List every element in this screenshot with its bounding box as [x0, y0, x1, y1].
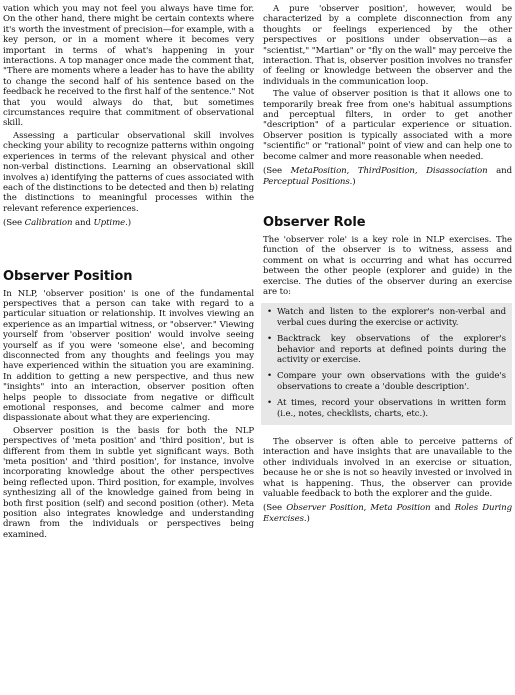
see-suffix: .): [303, 513, 310, 524]
list-item-text: At times, record your observations in written form (i.e., notes, checklists, charts, etc.).: [277, 398, 506, 419]
cross-reference: MetaPosition: [290, 166, 347, 177]
see-separator: ,: [363, 503, 371, 514]
body-paragraph: Observer position is the basis for both the NLP perspectives of 'meta position' and 'third position', but is different from them in subtle yet significant ways. Both 'meta position' and 'third position', for instance, involve incorporating knowledge about the other perspectives being reflected upon. Third position, for example, involves synthesizing all of the knowledge gained from being in both first position (self) and second position (other). Meta position also integrates knowledge and understanding drawn from the individuals or perspectives being examined.: [3, 425, 254, 540]
section-heading: Observer Position: [3, 268, 133, 284]
cross-reference: Disassociation: [426, 166, 488, 177]
right-column: [263, 4, 512, 524]
see-separator: ,: [346, 166, 358, 177]
list-item: [265, 371, 506, 392]
see-prefix: (See: [263, 166, 291, 177]
body-paragraph: Assessing a particular observational skill involves checking your ability to recognize patterns within ongoing experiences in terms of the relevant physical and other non-verbal distinctions. Learning an observational skill involves a) identifying the patterns of cues associated with each of the distinctions to be detected and then b) relating the distinctions to meaningful processes within the relevant reference experiences.: [3, 130, 254, 214]
body-paragraph: The value of observer position is that it allows one to temporarily break free from one's habitual assumptions and perceptual filters, in order to get another "description" of a particular experience or situation. Observer position is typically associated with a more "scientific" or "rational" point of view and can help one to become calmer and more reasonable when needed.: [263, 89, 512, 162]
see-suffix: .): [349, 176, 356, 187]
bullet-icon: •: [267, 371, 272, 382]
see-connector: and: [430, 503, 455, 514]
left-column: [3, 4, 254, 540]
see-prefix: (See: [263, 503, 287, 514]
body-paragraph: A pure 'observer position', however, would be characterized by a complete disconnection from any thoughts or feelings experienced by the other perspectives or positions under observation—as a "scientist," "Martian" or "fly on the wall" may perceive the interaction. That is, observer position involves no transfer of feeling or knowledge between the observer and the individuals in the communication loop.: [263, 4, 512, 87]
bullet-icon: •: [267, 307, 272, 318]
see-also-note: [263, 503, 512, 524]
list-item: [265, 307, 506, 328]
cross-reference: Roles During Exercises: [263, 503, 512, 524]
cross-reference: Calibration: [24, 218, 73, 229]
body-paragraph: The 'observer role' is a key role in NLP exercises. The function of the observer is to witness, assess and comment on what is occurring and what has occurred between the other people (explorer and guide) in the exercise. The duties of the observer during an exercise are to:: [263, 234, 512, 297]
body-paragraph: The observer is often able to perceive patterns of interaction and have insights that are unavailable to the other individuals involved in an exercise or situation, because he or she is not so heavily invested or involved in what is happening. Thus, the observer can provide valuable feedback to both the explorer and the guide.: [263, 437, 512, 500]
body-paragraph: In NLP, 'observer position' is one of the fundamental perspectives that a person can take with regard to a particular situation or relationship. It involves viewing an experience as an impartial witness, or "observer." Viewing yourself from 'observer position' would involve seeing yourself as if you were 'someone else', and becoming disconnected from any thoughts and feelings you may have experienced within the situation you are examining. In addition to getting a new perspective, and thus new "insights" into an interaction, observer position often helps people to dissociate from negative or difficult emotional responses, and become calmer and more dispassionate about what they are experiencing.: [3, 288, 254, 424]
see-also-note: [263, 166, 512, 187]
cross-reference: Observer Position: [286, 503, 364, 514]
see-separator: ,: [414, 166, 427, 177]
list-item-text: Compare your own observations with the guide's observations to create a 'double description'.: [277, 371, 506, 392]
list-item-text: Backtrack key observations of the explorer's behavior and reports at defined points during the activity or exercise.: [277, 334, 506, 365]
see-connector: and: [487, 166, 512, 177]
section-heading: Observer Role: [263, 214, 366, 230]
cross-reference: Perceptual Positions: [263, 176, 350, 187]
see-prefix: (See: [3, 218, 25, 229]
observer-duties-box: [261, 303, 512, 425]
list-item: [265, 398, 506, 419]
see-also-note: [3, 218, 254, 228]
cross-reference: Uptime: [93, 218, 126, 229]
see-suffix: .): [125, 218, 132, 229]
bullet-icon: •: [267, 334, 272, 345]
list-item-text: Watch and listen to the explorer's non-verbal and verbal cues during the exercise or activity.: [277, 307, 506, 328]
body-paragraph: vation which you may not feel you always have time for. On the other hand, there might be certain contexts where it's worth the investment of precision—for example, with a key person, or in a moment where it becomes very important in terms of what's happening in your interactions. A top manager once made the comment that, "There are moments where a leader has to have the ability to change the second half of his sentence based on the feedback he received to the first half of the sentence." Not that you would always do that, but sometimes circumstances require that commitment of observational skill.: [3, 4, 254, 129]
bullet-icon: •: [267, 398, 272, 409]
see-connector: and: [72, 218, 94, 229]
cross-reference: Meta Position: [370, 503, 431, 514]
list-item: [265, 334, 506, 365]
cross-reference: ThirdPosition: [357, 166, 415, 177]
duties-list: [265, 307, 506, 419]
